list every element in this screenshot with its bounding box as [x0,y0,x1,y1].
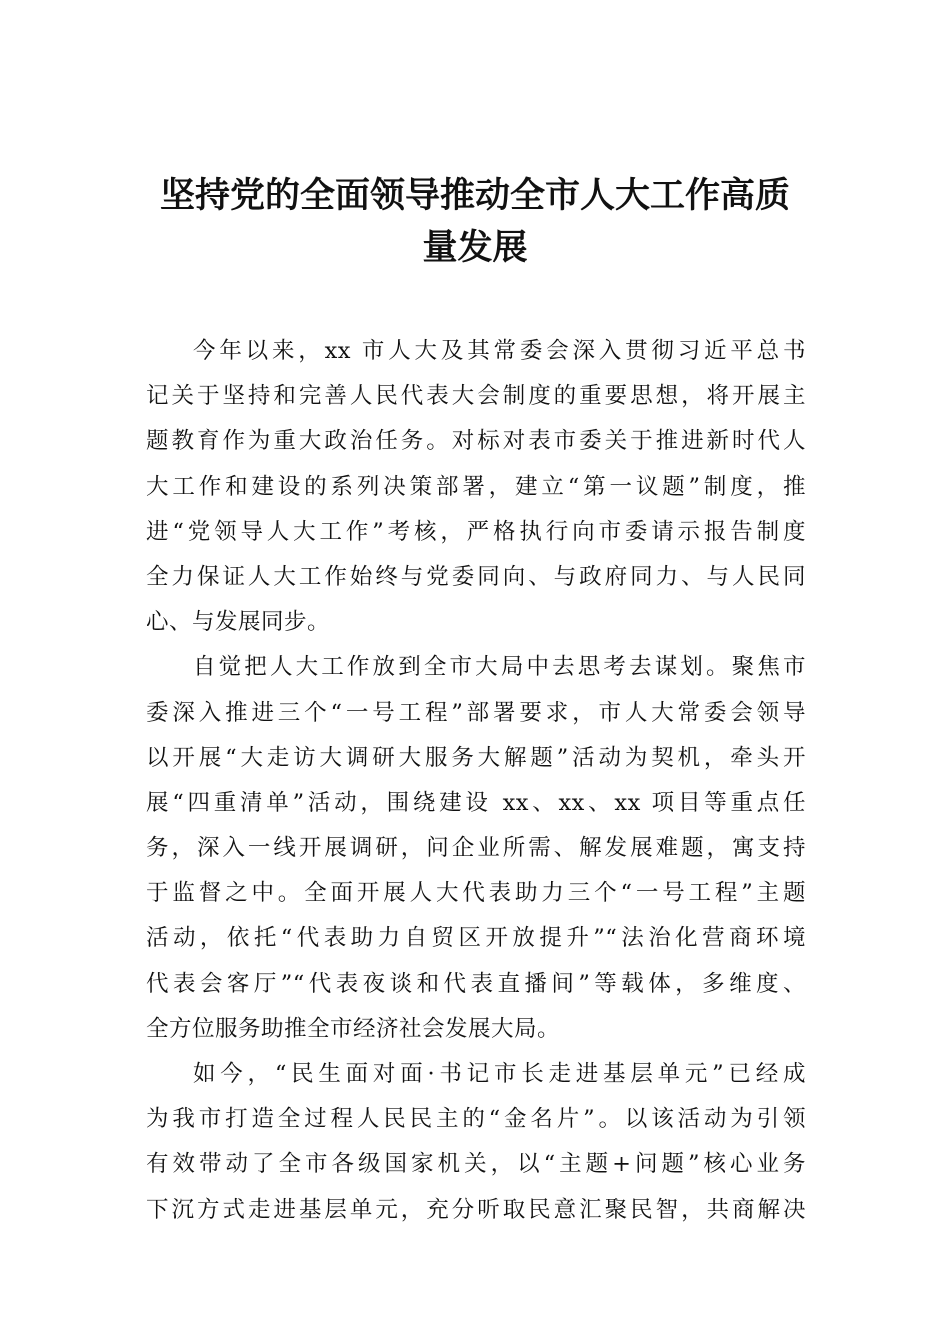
paragraph-line: 以开展“大走访大调研大服务大解题”活动为契机，牵头开 [146,744,806,771]
paragraph-line: 自觉把人大工作放到全市大局中去思考去谋划。聚焦市 [193,654,806,681]
paragraph-line: 务，深入一线开展调研，问企业所需、解发展难题，寓支持 [146,835,806,862]
paragraph-line: 代表会客厅”“代表夜谈和代表直播间”等载体，多维度、 [146,970,806,997]
paragraph-1 [146,329,806,645]
document-body [146,329,806,1233]
paragraph-line: 为我市打造全过程人民民主的“金名片”。以该活动为引领 [146,1106,806,1133]
paragraph-line: 有效带动了全市各级国家机关，以“主题+问题”核心业务 [146,1151,806,1178]
document-title [140,170,810,274]
paragraph-line: 今年以来，xx 市人大及其常委会深入贯彻习近平总书 [193,338,806,364]
paragraph-line: 全方位服务助推全市经济社会发展大局。 [146,1015,561,1042]
paragraph-line: 进“党领导人大工作”考核，严格执行向市委请示报告制度 [146,518,806,545]
paragraph-line: 如今，“民生面对面·书记市长走进基层单元”已经成 [193,1061,806,1087]
paragraph-line: 展“四重清单”活动，围绕建设 xx、xx、xx 项目等重点任 [146,789,806,816]
paragraph-line: 委深入推进三个“一号工程”部署要求，市人大常委会领导 [146,699,806,726]
paragraph-line: 记关于坚持和完善人民代表大会制度的重要思想，将开展主 [146,383,806,410]
paragraph-line: 于监督之中。全面开展人大代表助力三个“一号工程”主题 [146,880,806,907]
paragraph-line: 心、与发展同步。 [146,609,331,636]
paragraph-3 [146,1052,806,1233]
paragraph-line: 大工作和建设的系列决策部署，建立“第一议题”制度，推 [146,473,806,500]
paragraph-line: 活动，依托“代表助力自贸区开放提升”“法治化营商环境 [146,925,806,952]
paragraph-2 [146,645,806,1052]
title-line-1: 坚持党的全面领导推动全市人大工作高质 [159,175,790,216]
paragraph-line: 题教育作为重大政治任务。对标对表市委关于推进新时代人 [146,428,806,455]
title-line-2: 量发展 [422,227,528,268]
paragraph-line: 下沉方式走进基层单元，充分听取民意汇聚民智，共商解决 [146,1196,806,1223]
paragraph-line: 全力保证人大工作始终与党委同向、与政府同力、与人民同 [146,563,806,590]
